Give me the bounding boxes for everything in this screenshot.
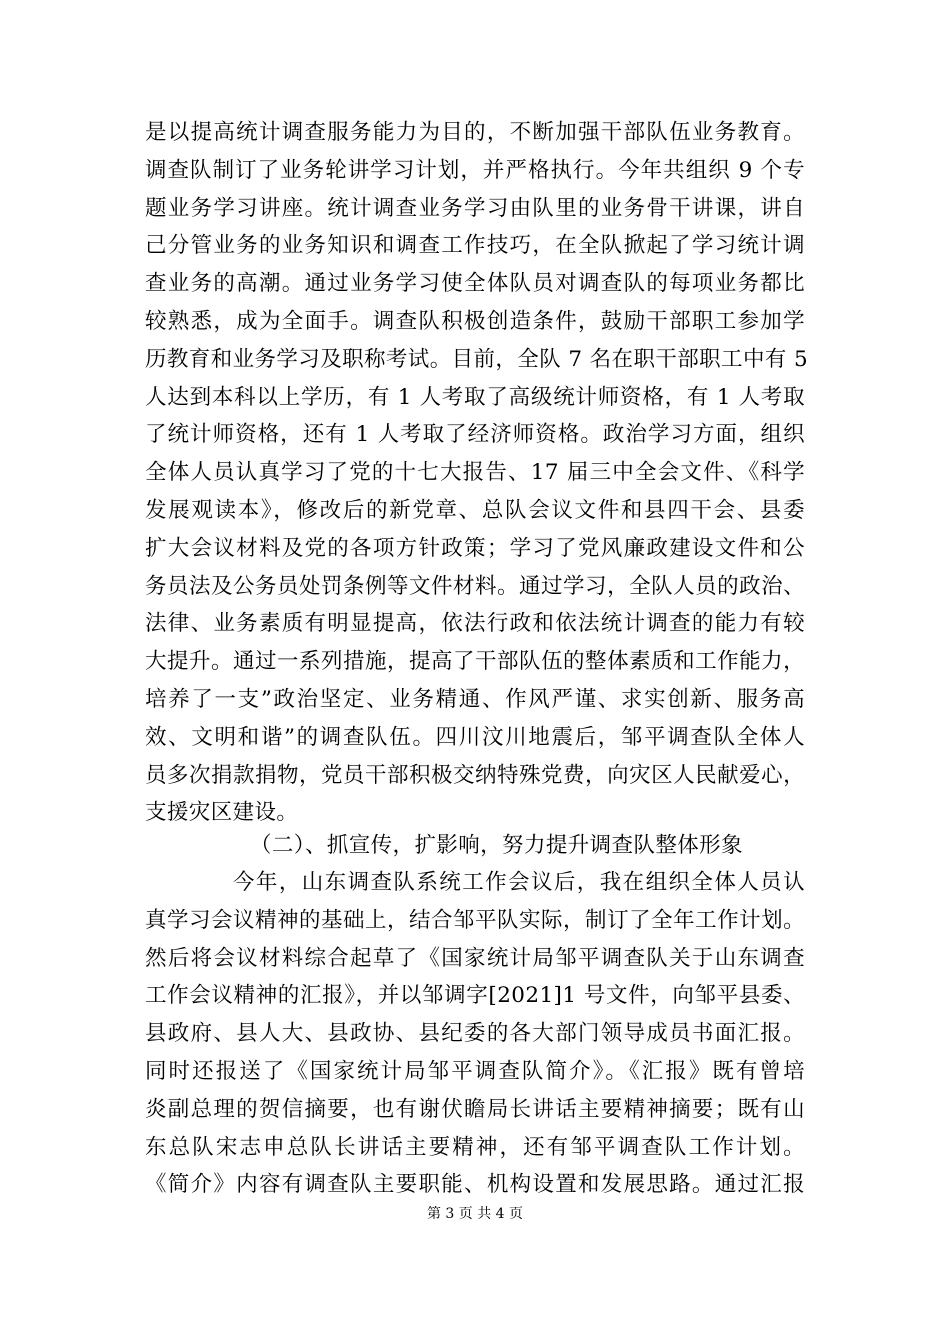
text-line: 己分管业务的业务知识和调查工作技巧，在全队掀起了学习统计调 bbox=[145, 233, 805, 259]
text-line: 是以提高统计调查服务能力为目的，不断加强干部队伍业务教育。 bbox=[145, 120, 805, 145]
page-footer: 第 3 页 共 4 页 bbox=[426, 1206, 524, 1222]
text-line: 效、文明和谐”的调查队伍。四川汶川地震后，邹平调查队全体人 bbox=[145, 724, 805, 750]
text-line: 法律、业务素质有明显提高，依法行政和依法统计调查的能力有较 bbox=[145, 611, 805, 637]
text-line: 《简介》内容有调查队主要职能、机构设置和发展思路。通过汇报 bbox=[145, 1172, 805, 1198]
text-line: 炎副总理的贺信摘要，也有谢伏瞻局长讲话主要精神摘要；既有山 bbox=[145, 1096, 805, 1122]
text-line: 同时还报送了《国家统计局邹平调查队简介》。《汇报》既有曾培 bbox=[145, 1059, 805, 1084]
text-line: 员多次捐款捐物，党员干部积极交纳特殊党费，向灾区人民献爱心， bbox=[145, 762, 805, 788]
text-line: 然后将会议材料综合起草了《国家统计局邹平调查队关于山东调查 bbox=[145, 945, 805, 971]
text-line: 历教育和业务学习及职称考试。目前，全队 7 名在职干部职工中有 5 bbox=[145, 346, 809, 372]
text-line: 今年，山东调查队系统工作会议后，我在组织全体人员认 bbox=[233, 870, 805, 895]
text-line: 题业务学习讲座。统计调查业务学习由队里的业务骨干讲课，讲自 bbox=[145, 195, 805, 221]
text-line: 了统计师资格，还有 1 人考取了经济师资格。政治学习方面，组织 bbox=[145, 422, 805, 448]
text-line: 人达到本科以上学历，有 1 人考取了高级统计师资格，有 1 人考取 bbox=[145, 384, 805, 410]
text-line: 务员法及公务员处罚条例等文件材料。通过学习，全队人员的政治、 bbox=[145, 573, 805, 599]
text-line: 工作会议精神的汇报》，并以邹调字[2021]1 号文件，向邹平县委、 bbox=[145, 983, 805, 1009]
text-line: 较熟悉，成为全面手。调查队积极创造条件，鼓励干部职工参加学 bbox=[145, 309, 805, 334]
text-line: 培养了一支”政治坚定、业务精通、作风严谨、求实创新、服务高 bbox=[145, 687, 805, 712]
text-line: 全体人员认真学习了党的十七大报告、17 届三中全会文件、《科学 bbox=[145, 460, 805, 486]
text-line: 真学习会议精神的基础上，结合邹平队实际，制订了全年工作计划。 bbox=[145, 907, 805, 933]
text-line: 发展观读本》，修改后的新党章、总队会议文件和县四干会、县委 bbox=[145, 498, 805, 523]
section-heading: （二）、抓宣传，扩影响，努力提升调查队整体形象 bbox=[250, 833, 743, 858]
text-line: 县政府、县人大、县政协、县纪委的各大部门领导成员书面汇报。 bbox=[145, 1021, 805, 1047]
text-line: 支援灾区建设。 bbox=[145, 800, 299, 826]
text-line: 东总队宋志申总队长讲话主要精神，还有邹平调查队工作计划。 bbox=[145, 1134, 805, 1160]
text-line: 查业务的高潮。通过业务学习使全体队员对调查队的每项业务都比 bbox=[145, 271, 805, 297]
text-line: 大提升。通过一系列措施，提高了干部队伍的整体素质和工作能力， bbox=[145, 649, 805, 675]
text-line: 调查队制订了业务轮讲学习计划，并严格执行。今年共组织 9 个专 bbox=[145, 157, 805, 183]
text-line: 扩大会议材料及党的各项方针政策；学习了党风廉政建设文件和公 bbox=[145, 535, 805, 561]
